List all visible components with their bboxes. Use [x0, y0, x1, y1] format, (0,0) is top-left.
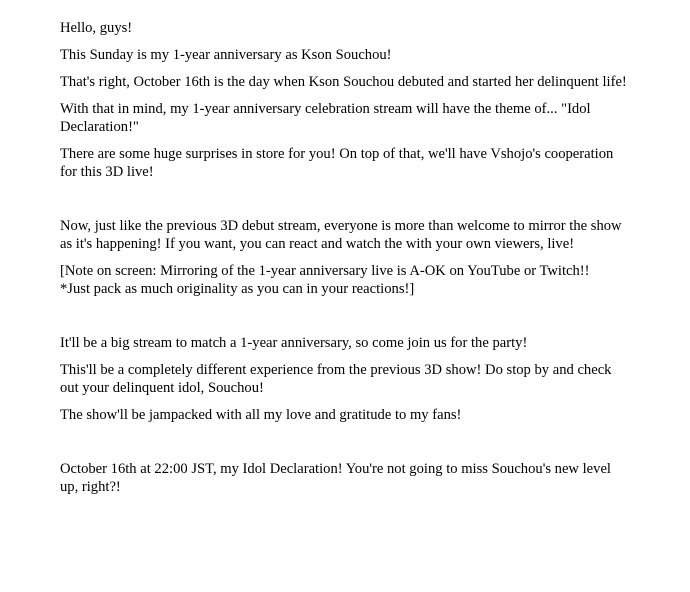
paragraph-theme: With that in mind, my 1-year anniversary celebration stream will have the theme of... "Idol Declaration!" — [60, 101, 591, 135]
paragraph-mirroring: Now, just like the previous 3D debut stream, everyone is more than welcome to mirror the show as it's happening! If you want, you can react and watch the with your own viewers, live! — [60, 218, 622, 252]
paragraph-spacer — [60, 190, 630, 217]
paragraph-gratitude: The show'll be jampacked with all my love and gratitude to my fans! — [60, 407, 462, 423]
paragraph-note — [60, 262, 630, 298]
paragraph-different-experience: This'll be a completely different experience from the previous 3D show! Do stop by and check out your delinquent idol, Souchou! — [60, 362, 612, 396]
note-line-1: [Note on screen: Mirroring of the 1-year anniversary live is A-OK on YouTube or Twitch!! — [60, 263, 590, 279]
paragraph-debut-date: That's right, October 16th is the day when Kson Souchou debuted and started her delinquent life! — [60, 74, 627, 90]
paragraph-big-stream: It'll be a big stream to match a 1-year anniversary, so come join us for the party! — [60, 335, 528, 351]
paragraph-surprises: There are some huge surprises in store for you! On top of that, we'll have Vshojo's cooperation for this 3D live! — [60, 146, 614, 180]
paragraph-spacer — [60, 307, 630, 334]
paragraph-anniversary: This Sunday is my 1-year anniversary as Kson Souchou! — [60, 47, 392, 63]
paragraph-greeting: Hello, guys! — [60, 20, 133, 36]
paragraph-spacer — [60, 433, 630, 460]
note-line-2: *Just pack as much originality as you can in your reactions!] — [60, 281, 415, 297]
paragraph-schedule: October 16th at 22:00 JST, my Idol Declaration! You're not going to miss Souchou's new level up, right?! — [60, 461, 611, 495]
